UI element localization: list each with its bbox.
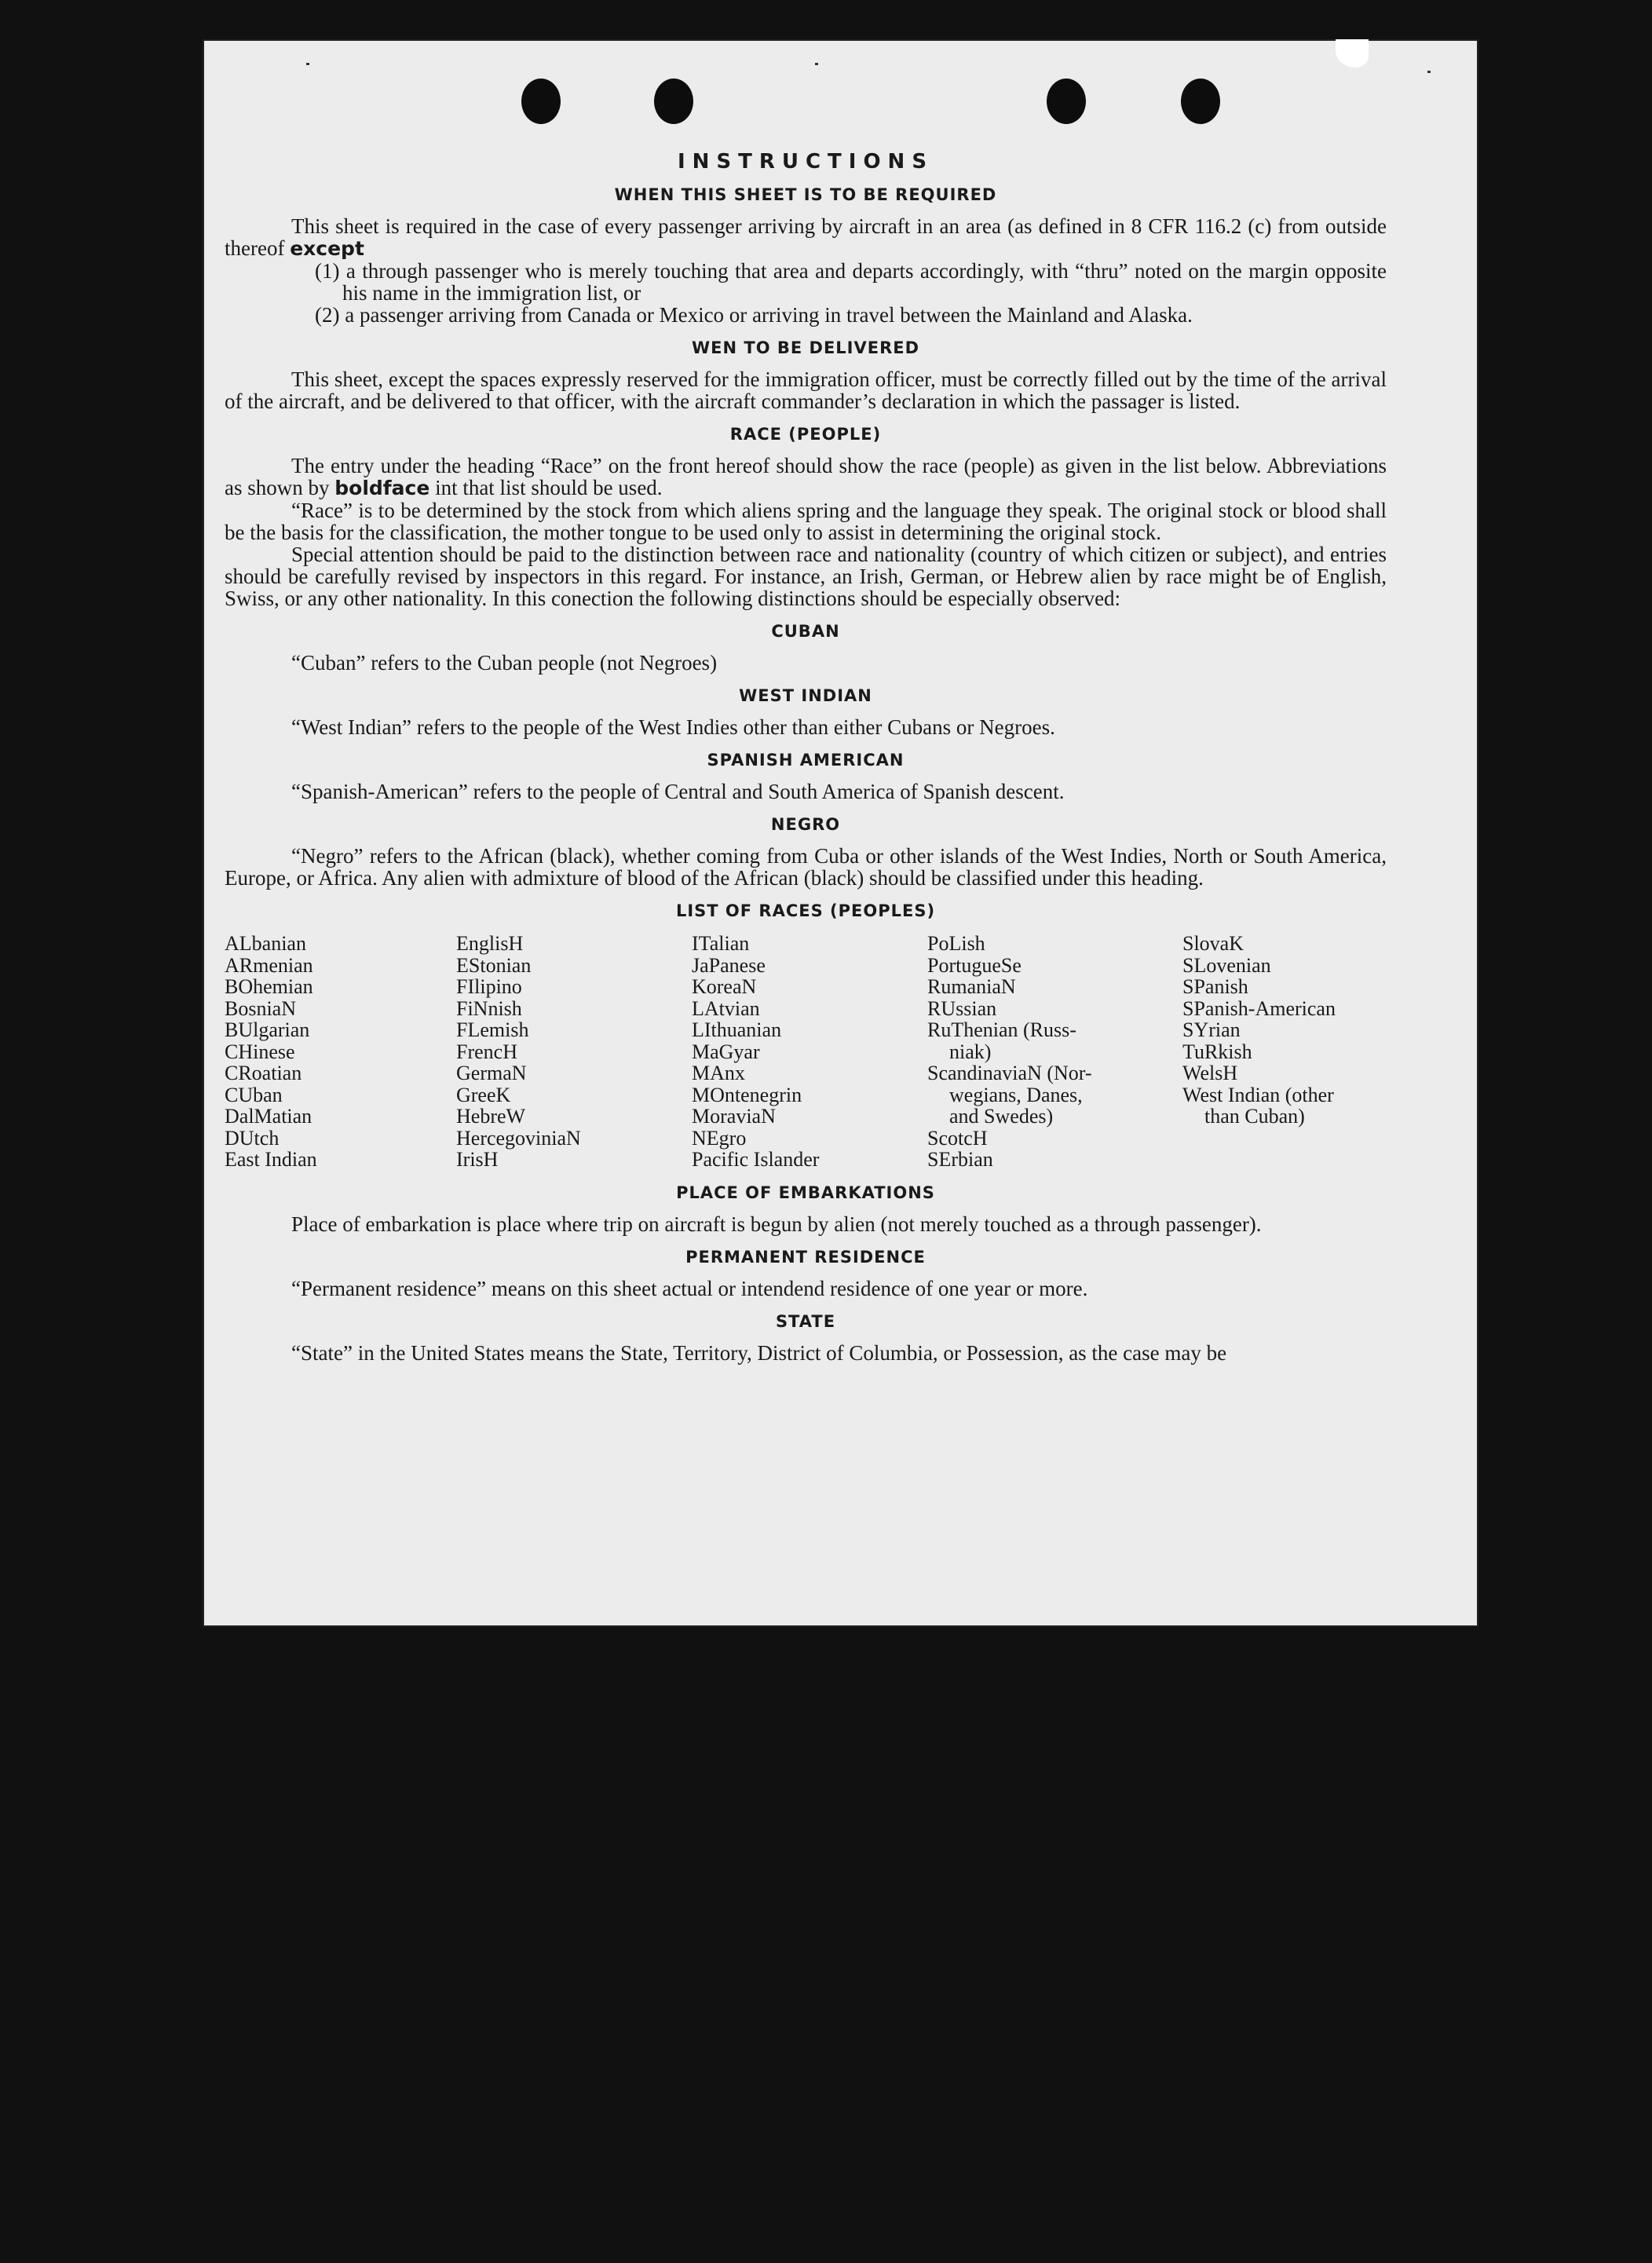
race-item: CRoatian (225, 1062, 302, 1084)
paragraph-permanent-residence: “Permanent residence” means on this sheet actual or intendend residence of one year or more. (291, 1276, 1088, 1300)
races-column (456, 933, 688, 1171)
race-item: WelsH (1182, 1062, 1238, 1084)
heading-embarkation: PLACE OF EMBARKATIONS (676, 1183, 935, 1202)
race-item: East Indian (225, 1148, 317, 1171)
races-table (225, 933, 1387, 1171)
race-item: CHinese (225, 1040, 295, 1063)
race-item: FrencH (456, 1040, 517, 1063)
list-item: (2) a passenger arriving from Canada or Mexico or arriving in travel between the Mainland and Alaska. (315, 303, 1193, 327)
race-item: SLovenian (1182, 953, 1271, 977)
race-item: SPanish-American (1182, 996, 1336, 1020)
race-item: FLemish (456, 1018, 529, 1041)
race-item: SYrian (1182, 1018, 1241, 1041)
race-item: ITalian (692, 932, 750, 955)
punch-hole (654, 79, 693, 124)
punch-hole (1047, 79, 1086, 124)
heading-negro: NEGRO (770, 815, 841, 834)
race-p1-before: The entry under the heading “Race” on the front hereof should show the race (people) as given in the list below. Abbreviations as shown by (225, 454, 1387, 499)
race-item: JaPanese (692, 953, 766, 977)
race-item: GreeK (456, 1083, 511, 1106)
race-item: ScotcH (927, 1126, 988, 1150)
punch-hole (1181, 79, 1220, 124)
race-item: MAnx (692, 1062, 745, 1084)
race-item: EStonian (456, 953, 532, 977)
heading-when-required: WHEN THIS SHEET IS TO BE REQUIRED (614, 185, 997, 204)
list-item: (1) a through passenger who is merely touching that area and departs accordingly, with “thru” noted on the margin opposite his name in the immigration list, or (315, 259, 1387, 305)
race-item: ScandinaviaN (Nor- (927, 1062, 1092, 1084)
race-item: MaGyar (692, 1040, 760, 1063)
heading-west-indian: WEST INDIAN (739, 686, 872, 705)
race-item: LAtvian (692, 996, 760, 1020)
race-item: DalMatian (225, 1105, 312, 1128)
race-item: HebreW (456, 1105, 526, 1128)
heading-state: STATE (775, 1311, 836, 1331)
race-item: Pacific Islander (692, 1148, 820, 1171)
race-item: ALbanian (225, 932, 306, 955)
race-item: BosniaN (225, 996, 296, 1020)
races-column (225, 933, 452, 1171)
race-item: FiNnish (456, 996, 522, 1020)
paragraph-race-1 (225, 455, 1387, 499)
when-required-except: except (290, 237, 364, 260)
race-item: SPanish (1182, 975, 1248, 998)
race-item: West Indian (other (1182, 1083, 1334, 1106)
races-column (1182, 933, 1387, 1171)
race-item: RuThenian (Russ- (927, 1018, 1076, 1041)
race-item: SErbian (927, 1148, 993, 1171)
paragraph-cuban: “Cuban” refers to the Cuban people (not Negroes) (291, 651, 718, 675)
heading-permanent-residence: PERMANENT RESIDENCE (685, 1247, 926, 1267)
race-item: than Cuban) (1204, 1105, 1305, 1128)
heading-list-of-races: LIST OF RACES (PEOPLES) (675, 901, 936, 920)
paragraph-west-indian: “West Indian” refers to the people of the West Indies other than either Cubans or Negroes. (291, 715, 1055, 739)
race-item: SlovaK (1182, 932, 1244, 955)
race-item: GermaN (456, 1062, 527, 1084)
race-item: MOntenegrin (692, 1083, 802, 1106)
races-column (692, 933, 923, 1171)
heading-race: RACE (PEOPLE) (729, 425, 882, 444)
race-item: KoreaN (692, 975, 757, 998)
document-sheet (203, 39, 1478, 1627)
race-item: and Swedes) (949, 1105, 1054, 1128)
race-item: CUban (225, 1083, 283, 1106)
race-item: BOhemian (225, 975, 313, 998)
race-item: RUssian (927, 996, 997, 1020)
paragraph-race-3: Special attention should be paid to the distinction between race and nationality (country of which citizen or subject), and entries should be carefully revised by inspectors in this regard. For instance, an Irish, German, or Hebrew alien by race might be of English, Swiss, or any other nationality. In this conection the following distinctions should be especially observed: (225, 543, 1387, 610)
speck (306, 63, 309, 65)
paragraph-state: “State” in the United States means the State, Territory, District of Columbia, or Possession, as the case may be (291, 1340, 1227, 1365)
race-p1-after: int that list should be used. (435, 476, 663, 499)
race-item: LIthuanian (692, 1018, 782, 1041)
race-item: PoLish (927, 932, 985, 955)
heading-when-delivered: WEN TO BE DELIVERED (691, 338, 920, 357)
race-item: BUlgarian (225, 1018, 310, 1041)
race-item: HercegoviniaN (456, 1126, 581, 1150)
paragraph-spanish-american: “Spanish-American” refers to the people of Central and South America of Spanish descent. (291, 780, 1065, 803)
heading-spanish-american: SPANISH AMERICAN (707, 751, 905, 770)
page-title: INSTRUCTIONS (677, 150, 934, 174)
race-item: RumaniaN (927, 975, 1016, 998)
race-item: MoraviaN (692, 1105, 776, 1128)
punch-hole (521, 79, 561, 124)
heading-cuban: CUBAN (771, 622, 840, 641)
paragraph-embarkation: Place of embarkation is place where trip on aircraft is begun by alien (not merely touched as a through passenger). (291, 1212, 1262, 1236)
race-item: ARmenian (225, 953, 313, 977)
race-item: EnglisH (456, 932, 524, 955)
race-item: PortugueSe (927, 953, 1022, 977)
paragraph-when-delivered: This sheet, except the spaces expressly reserved for the immigration officer, must be correctly filled out by the time of the arrival of the aircraft, and be delivered to that officer, with the aircraft commander’s declaration in which the passager is listed. (225, 367, 1387, 413)
race-p1-boldface: boldface (334, 477, 430, 499)
when-required-intro: This sheet is required in the case of every passenger arriving by aircraft in an area (as defined in 8 CFR 116.2 (c) from outside thereof (225, 214, 1387, 260)
race-item: TuRkish (1182, 1040, 1252, 1063)
document-body (225, 151, 1387, 1364)
race-item: NEgro (692, 1126, 747, 1150)
race-item: FIlipino (456, 975, 522, 998)
races-column (927, 933, 1179, 1171)
paragraph-when-required (225, 215, 1387, 260)
speck (1427, 71, 1431, 73)
paragraph-negro: “Negro” refers to the African (black), whether coming from Cuba or other islands of the West Indies, North or South America, Europe, or Africa. Any alien with admixture of blood of the African (black) should be classified under this heading. (225, 844, 1387, 890)
paragraph-race-2: “Race” is to be determined by the stock from which aliens spring and the language they speak. The original stock or blood shall be the basis for the classification, the mother tongue to be used only to assist in determining the original stock. (225, 499, 1387, 544)
race-item: wegians, Danes, (949, 1083, 1083, 1106)
race-item: niak) (949, 1040, 992, 1063)
race-item: IrisH (456, 1148, 499, 1171)
torn-corner (1336, 39, 1369, 68)
race-item: DUtch (225, 1126, 280, 1150)
speck (815, 63, 818, 65)
